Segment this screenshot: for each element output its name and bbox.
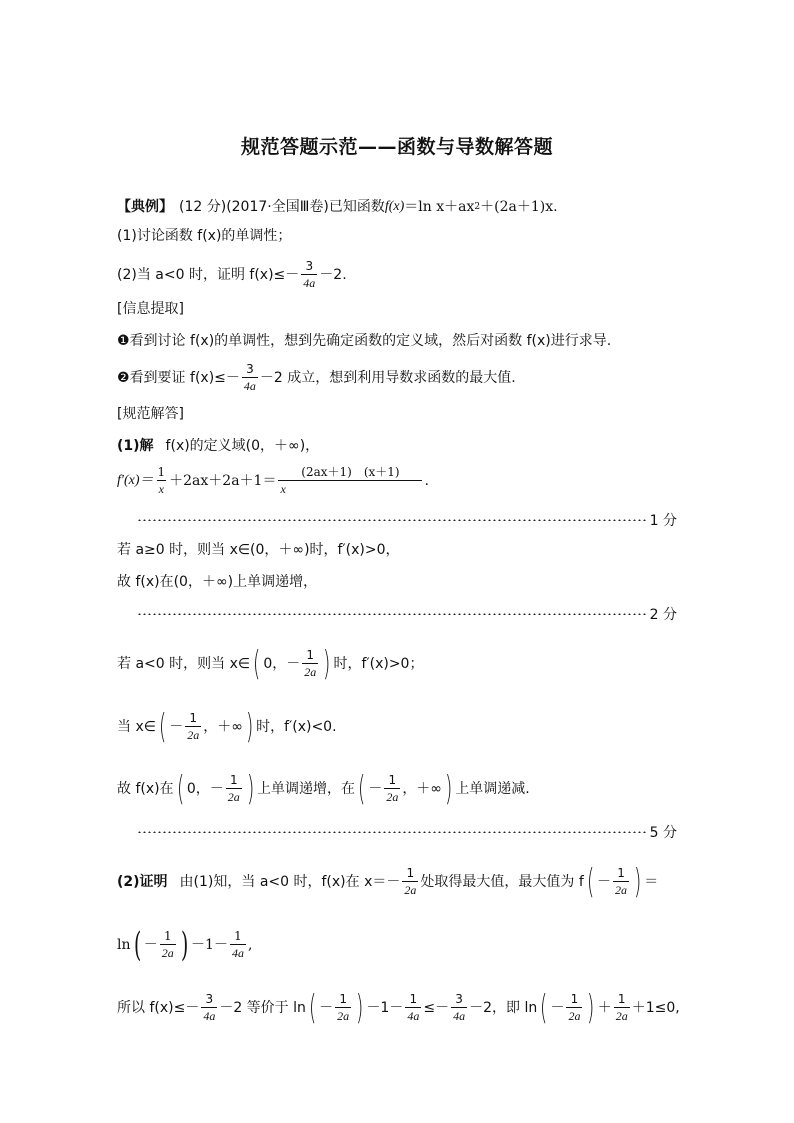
frac-den: 4a <box>453 1009 466 1023</box>
frac-num: 3 <box>205 992 214 1006</box>
example-tag: 【典例】 <box>117 199 173 215</box>
frac-num: 1 <box>189 711 198 725</box>
frac-num: 1 <box>229 773 238 787</box>
right-paren-icon: ) <box>356 987 364 1028</box>
frac-num: (2ax＋1) (x＋1) <box>301 465 400 479</box>
left-paren-icon: ( <box>176 768 184 809</box>
right-paren-icon: ) <box>587 987 595 1028</box>
frac-num: 1 <box>163 929 172 943</box>
score-line-3 <box>137 822 677 842</box>
fraction <box>156 465 168 496</box>
example-eq: ＝ln x＋ax <box>404 199 475 215</box>
right-paren-icon: ) <box>180 924 189 965</box>
frac-den: 2a <box>568 1009 581 1023</box>
proof3-t5: ＋ <box>597 999 612 1016</box>
proof3-t2: －1－ <box>366 999 404 1016</box>
frac-num: 1 <box>409 992 418 1006</box>
case-3 <box>117 706 337 747</box>
proof-a: － <box>597 873 612 890</box>
standard-header: [规范解答] <box>117 406 184 422</box>
info-1-text: 看到讨论 f(x)的单调性，想到先确定函数的定义域，然后对函数 f(x)进行求导. <box>129 333 612 349</box>
fraction <box>278 465 422 496</box>
frac-den: 4a <box>203 1009 216 1023</box>
info-2-pre: 看到要证 f(x)≤－ <box>129 369 240 386</box>
case-2-pre: 若 a<0 时，则当 x∈ <box>117 655 251 672</box>
left-paren-icon: ( <box>358 768 366 809</box>
case-4-a: 0，－ <box>186 780 224 797</box>
frac-den: 4a <box>243 379 256 393</box>
fraction <box>301 259 317 290</box>
right-paren-icon: ) <box>246 768 255 809</box>
case-3-post: 时，f′(x)<0. <box>256 718 337 735</box>
right-paren-icon: ) <box>245 706 254 747</box>
frac-num: 3 <box>305 259 314 273</box>
case-1: 若 a≥0 时，则当 x∈(0，＋∞)时，f′(x)>0， <box>117 542 400 558</box>
fraction <box>613 866 629 897</box>
fraction <box>185 711 201 742</box>
example-tail: ＋(2a＋1)x. <box>480 199 558 215</box>
left-paren-icon: ( <box>586 861 595 902</box>
derivative-line <box>117 465 429 496</box>
question-1: (1)讨论函数 f(x)的单调性； <box>117 228 292 244</box>
fraction <box>201 992 217 1023</box>
example-statement <box>117 198 558 216</box>
frac-num: 1 <box>388 773 397 787</box>
proof3-p2: － <box>550 999 565 1016</box>
left-paren-icon: ( <box>253 643 261 684</box>
info-line-1 <box>117 332 611 350</box>
frac-num: 1 <box>406 866 415 880</box>
fraction <box>242 362 258 393</box>
fraction <box>160 929 176 960</box>
proof2-post: , <box>247 936 253 953</box>
info-line-2 <box>117 362 516 393</box>
left-paren-icon: ( <box>158 706 167 747</box>
deriv-lhs: f′(x)＝ <box>117 472 154 488</box>
fraction <box>384 773 400 804</box>
frac-den: 2a <box>615 1009 628 1023</box>
case-3-a: － <box>169 718 184 735</box>
right-paren-icon: ) <box>323 643 331 684</box>
example-source: (12 分)(2017·全国Ⅲ卷)已知函数 <box>179 199 385 215</box>
proof3-t6: ＋1≤0, <box>631 999 680 1016</box>
info-header: [信息提取] <box>117 301 184 317</box>
frac-num: 3 <box>246 362 254 376</box>
proof3-t3: ≤－ <box>423 999 450 1016</box>
fraction <box>402 866 418 897</box>
left-paren-icon: ( <box>308 987 317 1028</box>
proof-mid: 处取得最大值，最大值为 f <box>420 873 584 890</box>
dot-leader <box>137 613 648 615</box>
deriv-mid: ＋2ax＋2a＋1＝ <box>169 472 277 489</box>
right-paren-icon: ) <box>634 861 642 902</box>
page-title: 规范答题示范——函数与导数解答题 <box>240 136 553 158</box>
frac-num: 1 <box>234 929 242 943</box>
case-4 <box>117 768 530 809</box>
score-line-1 <box>137 510 677 530</box>
frac-den: x <box>278 480 422 496</box>
left-paren-icon: ( <box>133 924 141 965</box>
fraction <box>566 992 582 1023</box>
frac-den: 2a <box>386 790 399 804</box>
fraction <box>230 929 246 960</box>
case-2-post: 时，f′(x)>0； <box>333 655 424 672</box>
frac-den: 2a <box>615 883 628 897</box>
marker-2-icon: ❷ <box>117 369 130 386</box>
solution-1-text: f(x)的定义域(0，＋∞)， <box>165 438 320 454</box>
case-1b: 故 f(x)在(0，＋∞)上单调递增， <box>117 574 318 590</box>
frac-den: 2a <box>161 946 174 960</box>
case-4-post: 上单调递减. <box>455 780 530 797</box>
score-3: 5 分 <box>649 825 677 841</box>
info-2-post: －2 成立，想到利用导数求函数的最大值. <box>259 369 516 386</box>
proof-line-3 <box>117 987 680 1028</box>
frac-num: 1 <box>617 992 626 1006</box>
frac-den: 2a <box>404 883 417 897</box>
right-paren-icon: ) <box>444 768 453 809</box>
case-2 <box>117 643 424 684</box>
example-sup: 2 <box>474 202 481 212</box>
frac-num: 1 <box>570 992 579 1006</box>
solution-1-intro <box>117 437 319 455</box>
fraction <box>335 992 351 1023</box>
proof3-pre: 所以 f(x)≤－ <box>117 999 200 1016</box>
marker-1-icon: ❶ <box>117 333 130 349</box>
proof-pre: 由(1)知，当 a<0 时，f(x)在 x＝－ <box>179 873 401 890</box>
dot-leader <box>137 519 648 521</box>
fraction <box>614 992 630 1023</box>
frac-num: 1 <box>339 992 347 1006</box>
score-1: 1 分 <box>649 513 677 529</box>
frac-num: 1 <box>617 866 625 880</box>
proof-label: (2)证明 <box>117 873 168 890</box>
solution-1-label: (1)解 <box>117 438 154 454</box>
frac-den: 4a <box>407 1009 420 1023</box>
score-line-2 <box>137 604 677 624</box>
proof2-pre: ln <box>117 936 131 953</box>
proof2-a: － <box>143 936 158 953</box>
proof-post: ＝ <box>644 873 659 890</box>
proof3-p1: － <box>319 999 334 1016</box>
frac-den: 2a <box>227 790 240 804</box>
frac-den: 2a <box>304 665 317 679</box>
fraction <box>405 992 421 1023</box>
frac-den: 4a <box>303 276 316 290</box>
case-4-b: － <box>368 780 383 797</box>
frac-num: 3 <box>455 992 463 1006</box>
proof3-t4: －2，即 ln <box>469 999 538 1016</box>
left-paren-icon: ( <box>540 987 548 1028</box>
frac-num: 1 <box>157 465 166 479</box>
proof2-mid: －1－ <box>191 936 228 953</box>
dot-leader <box>137 831 648 833</box>
case-4-c: ，＋∞ <box>402 780 442 797</box>
deriv-end: . <box>424 472 429 489</box>
fraction <box>226 773 242 804</box>
case-4-mid: 上单调递增，在 <box>257 780 356 797</box>
case-2-a: 0，－ <box>263 655 301 672</box>
case-3-pre: 当 x∈ <box>117 718 156 735</box>
frac-den: 2a <box>187 728 200 742</box>
question-2 <box>117 259 347 290</box>
question-2-pre: (2)当 a<0 时，证明 f(x)≤－ <box>117 266 300 283</box>
proof-line-1 <box>117 861 659 902</box>
case-3-b: ，＋∞ <box>203 718 243 735</box>
proof3-t1: －2 等价于 ln <box>219 999 306 1016</box>
proof-line-2 <box>117 924 253 965</box>
case-4-pre: 故 f(x)在 <box>117 780 174 797</box>
example-fx: f(x) <box>384 199 405 214</box>
fraction <box>302 648 318 679</box>
frac-num: 1 <box>306 648 315 662</box>
frac-den: 4a <box>231 946 244 960</box>
score-2: 2 分 <box>649 607 677 623</box>
frac-den: 2a <box>337 1009 350 1023</box>
frac-den: x <box>158 482 164 496</box>
fraction <box>451 992 467 1023</box>
question-2-post: －2. <box>319 266 347 283</box>
